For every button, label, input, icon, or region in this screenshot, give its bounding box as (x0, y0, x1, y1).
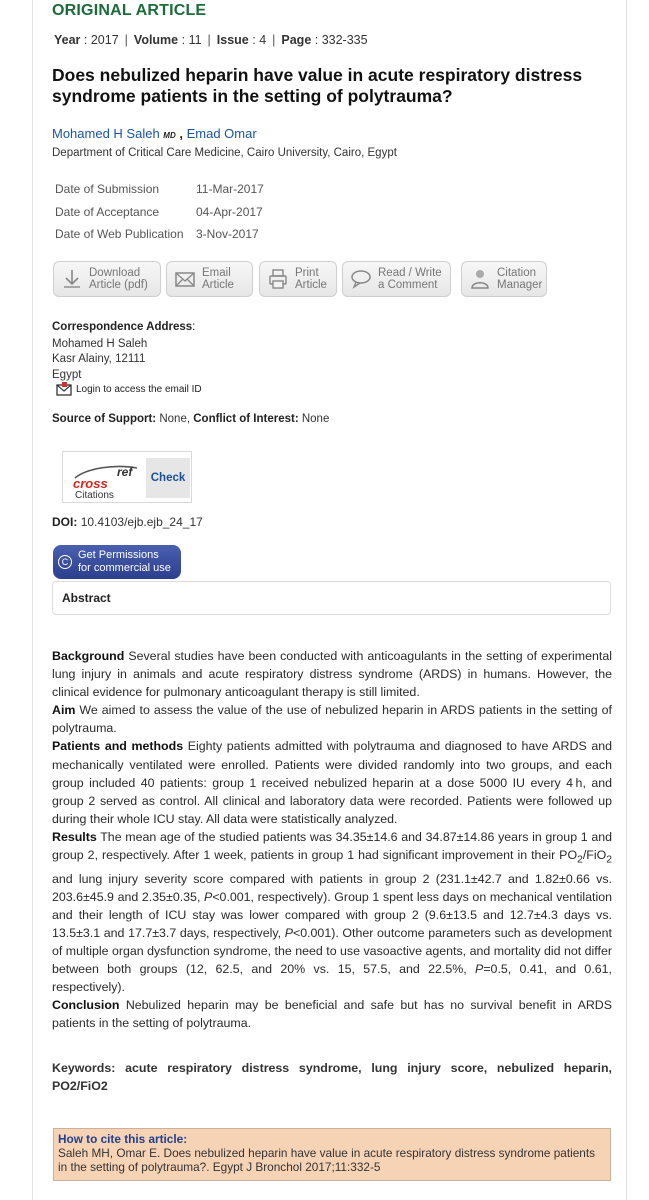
issue-meta: Year : 2017 | Volume : 11 | Issue : 4 | Page : 332-335 (54, 33, 368, 47)
support-statement: Source of Support: None, Conflict of Interest: None (52, 413, 330, 425)
volume-value: 11 (188, 33, 202, 47)
address-line: Egypt (52, 368, 82, 381)
abstract-body (52, 647, 612, 1032)
download-icon (62, 268, 82, 290)
speech-bubble-icon (351, 268, 371, 290)
address-line: Mohamed H Saleh (52, 338, 148, 350)
doi: DOI: 10.4103/ejb.ejb_24_17 (52, 515, 203, 529)
comment-button[interactable]: Read / Write a Comment (342, 261, 451, 297)
date-value: 3-Nov-2017 (196, 227, 259, 242)
abstract-conclusion: Conclusion Nebulized heparin may be beneficial and safe but has no survival benefit in ARDS patients in the setting of polytrauma. (52, 998, 612, 1031)
date-label: Date of Web Publication (55, 227, 184, 242)
page-value: 332-335 (321, 33, 368, 47)
author-list: Mohamed H Saleh MD , Emad Omar (52, 126, 257, 141)
author-link[interactable]: Emad Omar (186, 126, 257, 141)
date-row (52, 178, 267, 201)
crossref-logo (67, 456, 145, 500)
date-value: 11-Mar-2017 (196, 182, 264, 197)
publication-dates (52, 178, 267, 246)
email-article-button[interactable]: Email Article (166, 261, 253, 297)
date-row (52, 201, 267, 224)
doi-link[interactable]: 10.4103/ejb.ejb_24_17 (80, 515, 203, 529)
abstract-methods: Patients and methods Eighty patients admitted with polytrauma and diagnosed to have ARDS and mechanically ventilated were enrolled. Patients were divided randomly into two groups, and each group included 40 patients: group 1 received nebulized heparin at a dose 5000 IU every 4 h, and group 2 served as control. All clinical and laboratory data were recorded. Patients were followed up during their whole ICU stay. All data were statistically analyzed. (52, 739, 613, 826)
citation-manager-button[interactable]: Citation Manager (461, 261, 547, 297)
get-permissions-button[interactable]: C Get Permissions for commercial use (53, 545, 181, 579)
date-value: 04-Apr-2017 (196, 204, 263, 219)
address-line: Kasr Alainy, 12111 (52, 353, 146, 366)
printer-icon (268, 268, 288, 290)
date-label: Date of Submission (55, 182, 160, 197)
cite-text: Saleh MH, Omar E. Does nebulized heparin have value in acute respiratory distress syndrome patients in the setting of polytrauma?. Egypt J Bronchol 2017;11:332-5 (58, 1146, 596, 1174)
abstract-heading: Abstract (62, 591, 111, 605)
date-row (52, 223, 267, 246)
how-to-cite-box (53, 1128, 611, 1181)
crossref-check-button[interactable]: Check (146, 458, 190, 498)
login-email-link[interactable]: Login to access the email ID (56, 382, 202, 396)
envelope-icon (175, 268, 195, 290)
cite-heading: How to cite this article: (58, 1132, 188, 1146)
year-value: 2017 (90, 33, 119, 47)
abstract-aim: Aim We aimed to assess the value of the use of nebulized heparin in ARDS patients in the setting of polytrauma. (52, 703, 612, 736)
email-login-icon (56, 382, 72, 396)
date-label: Date of Acceptance (55, 204, 160, 219)
download-pdf-button[interactable]: Download Article (pdf) (53, 261, 161, 297)
correspondence-heading: Correspondence Address: (52, 321, 196, 333)
author-link[interactable]: Mohamed H Saleh (52, 126, 160, 141)
author-degree: MD (163, 131, 176, 140)
user-icon (470, 268, 490, 290)
issue-value: 4 (259, 33, 267, 47)
keywords: Keywords: acute respiratory distress syndrome, lung injury score, nebulized heparin, PO2/FiO2 (52, 1061, 612, 1093)
correspondence-address (52, 337, 147, 383)
svg-text:cross: cross (73, 476, 108, 491)
svg-text:Citations: Citations (75, 490, 114, 500)
abstract-results: Results The mean age of the studied patients was 34.35±14.6 and 34.87±14.86 years in group 1 and group 2, respectively. After 1 week, patients in group 1 had significant improvement in their $PO_2/FiO_2$ and lung injury severity score compared with patients in group 2 (231.1±42.7 and 1.82±0.66 vs. 203.6±45.9 and 2.35±0.35, P<0.001, respectively). Group 1 spent less days on mechanical ventilation and their length of ICU stay was lower compared with group 2 (9.6±13.5 and 12.7±4.3 days vs. 13.5±3.1 and 17.7±3.7 days, respectively, P<0.001). Other outcome parameters such as development of multiple organ dysfunction syndrome, the need to use vasoactive agents, and mortality did not differ between both groups (12, 62.5, and 20% vs. 15, 57.5, and 22.5%, P=0.5, 0.41, and 0.61, respectively). (52, 829, 613, 995)
article-title: Does nebulized heparin have value in acute respiratory distress syndrome patients in the setting of polytrauma? (52, 65, 583, 106)
print-article-button[interactable]: Print Article (259, 261, 337, 297)
abstract-header-box[interactable] (52, 581, 611, 615)
copyright-icon: C (58, 555, 72, 569)
abstract-background: Background Several studies have been conducted with anticoagulants in the setting of experimental lung injury in animals and acute respiratory distress syndrome (ARDS) in humans. However, the clinical evidence for pulmonary anticoagulant therapy is still limited. (52, 649, 613, 700)
section-label: ORIGINAL ARTICLE (52, 2, 207, 19)
crossref-widget[interactable] (62, 451, 192, 503)
svg-text:ref: ref (117, 465, 133, 479)
affiliation: Department of Critical Care Medicine, Cairo University, Cairo, Egypt (52, 147, 397, 159)
